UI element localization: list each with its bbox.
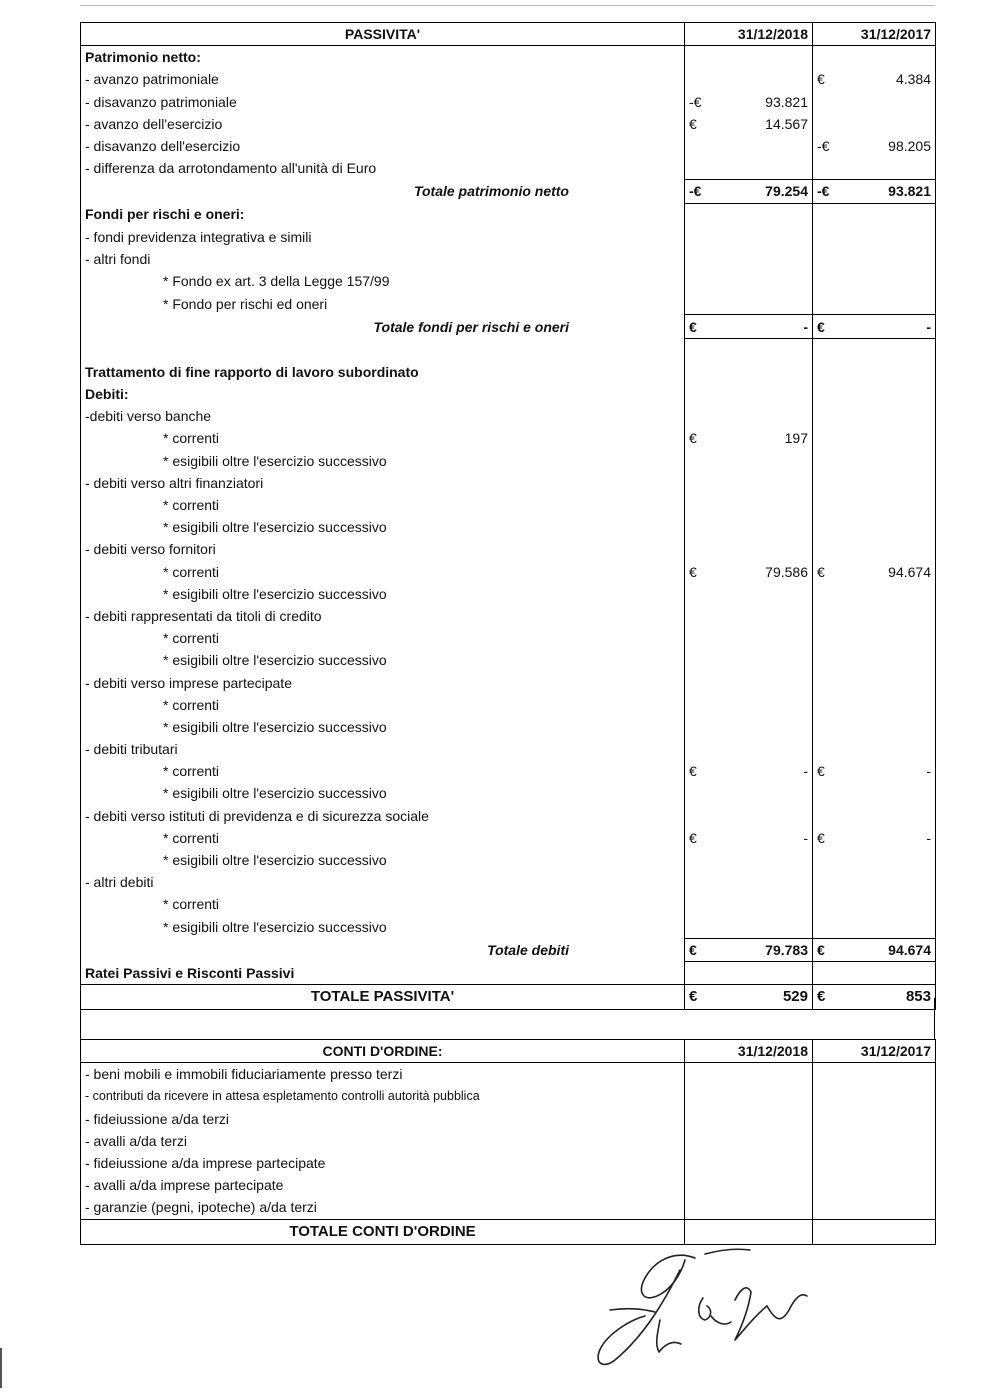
liability-row xyxy=(81,427,936,449)
row-label: - altri fondi xyxy=(81,248,685,270)
value-2017 xyxy=(813,1063,936,1086)
liability-row xyxy=(81,338,936,361)
row-label: * esigibili oltre l'esercizio successivo xyxy=(81,716,685,738)
liability-row xyxy=(81,494,936,516)
value-2018 xyxy=(685,649,813,671)
amount: 93.821 xyxy=(888,183,931,200)
currency-sign: € xyxy=(817,988,826,1006)
value-2017 xyxy=(813,494,936,516)
liability-row xyxy=(81,226,936,248)
value-2018 xyxy=(685,203,813,226)
currency-sign: € xyxy=(689,430,697,447)
value-2018 xyxy=(685,605,813,627)
row-label: - debiti verso imprese partecipate xyxy=(81,671,685,693)
amount: 93.821 xyxy=(765,93,808,110)
value-2018 xyxy=(685,671,813,693)
row-label: - avalli a/da terzi xyxy=(81,1130,685,1152)
row-label: * Fondo per rischi ed oneri xyxy=(81,292,685,315)
value-2017 xyxy=(813,961,936,984)
liability-row xyxy=(81,450,936,472)
value-2018 xyxy=(685,180,813,203)
currency-sign: € xyxy=(689,763,697,780)
value-2017 xyxy=(813,180,936,203)
value-2018 xyxy=(685,1130,813,1152)
row-label: TOTALE CONTI D'ORDINE xyxy=(81,1219,685,1244)
liability-row xyxy=(81,270,936,292)
value-2017 xyxy=(813,135,936,157)
row-label: - avanzo dell'esercizio xyxy=(81,113,685,135)
value-2017 xyxy=(813,760,936,782)
value-2017 xyxy=(813,538,936,560)
value-2017 xyxy=(813,627,936,649)
row-label: * esigibili oltre l'esercizio successivo xyxy=(81,649,685,671)
amount: - xyxy=(926,829,931,846)
row-label: - beni mobili e immobili fiduciariamente presso terzi xyxy=(81,1063,685,1086)
row-label: - debiti rappresentati da titoli di credito xyxy=(81,605,685,627)
value-2018 xyxy=(685,383,813,405)
row-label: * Fondo ex art. 3 della Legge 157/99 xyxy=(81,270,685,292)
row-label: - altri debiti xyxy=(81,871,685,893)
currency-sign: € xyxy=(689,941,697,958)
currency-sign: € xyxy=(817,318,825,335)
row-label: - avanzo patrimoniale xyxy=(81,68,685,90)
value-2018 xyxy=(685,849,813,871)
row-label: * correnti xyxy=(81,827,685,849)
row-label: Debiti: xyxy=(81,383,685,405)
value-2017 xyxy=(813,827,936,849)
amount: - xyxy=(803,318,808,335)
liability-row xyxy=(81,605,936,627)
value-2018 xyxy=(685,871,813,893)
liability-row xyxy=(81,361,936,383)
row-label: - fondi previdenza integrativa e simili xyxy=(81,226,685,248)
value-2018 xyxy=(685,135,813,157)
liability-row xyxy=(81,716,936,738)
liability-row xyxy=(81,113,936,135)
value-2018 xyxy=(685,516,813,538)
row-label: Trattamento di fine rapporto di lavoro subordinato xyxy=(81,361,685,383)
liability-row xyxy=(81,180,936,203)
value-2017 xyxy=(813,472,936,494)
liability-row xyxy=(81,135,936,157)
row-label: Patrimonio netto: xyxy=(81,46,685,69)
value-2017 xyxy=(813,1085,936,1107)
order-account-row xyxy=(81,1152,936,1174)
order-accounts-header-row xyxy=(81,1040,936,1063)
currency-sign: -€ xyxy=(817,138,830,155)
row-label: - differenza da arrotondamento all'unità di Euro xyxy=(81,157,685,180)
row-label: * correnti xyxy=(81,893,685,915)
liability-row xyxy=(81,938,936,961)
handwritten-signature xyxy=(585,1240,845,1370)
row-label: * correnti xyxy=(81,427,685,449)
value-2017 xyxy=(813,782,936,804)
value-2018 xyxy=(685,315,813,338)
order-accounts-col-2017: 31/12/2017 xyxy=(813,1040,936,1063)
value-2018 xyxy=(685,782,813,804)
order-account-row xyxy=(81,1174,936,1196)
value-2018 xyxy=(685,46,813,69)
value-2017 xyxy=(813,315,936,338)
row-label: - fideiussione a/da terzi xyxy=(81,1108,685,1130)
value-2017 xyxy=(813,203,936,226)
liability-row xyxy=(81,91,936,113)
order-accounts-body xyxy=(81,1040,936,1245)
value-2018 xyxy=(685,805,813,827)
value-2017 xyxy=(813,405,936,427)
order-accounts-table xyxy=(80,1039,936,1245)
liability-row xyxy=(81,561,936,583)
currency-sign: € xyxy=(689,829,697,846)
value-2017 xyxy=(813,849,936,871)
liability-row xyxy=(81,805,936,827)
value-2018 xyxy=(685,427,813,449)
value-2017 xyxy=(813,671,936,693)
row-label: * correnti xyxy=(81,694,685,716)
row-label: * correnti xyxy=(81,561,685,583)
value-2017 xyxy=(813,516,936,538)
value-2018 xyxy=(685,113,813,135)
liabilities-col-2017: 31/12/2017 xyxy=(813,23,936,46)
row-label: Ratei Passivi e Risconti Passivi xyxy=(81,961,685,984)
value-2017 xyxy=(813,561,936,583)
amount: - xyxy=(803,829,808,846)
value-2018 xyxy=(685,248,813,270)
currency-sign: € xyxy=(689,318,697,335)
value-2017 xyxy=(813,1108,936,1130)
row-label: - disavanzo patrimoniale xyxy=(81,91,685,113)
amount: - xyxy=(926,318,931,335)
value-2017 xyxy=(813,113,936,135)
row-label: - avalli a/da imprese partecipate xyxy=(81,1174,685,1196)
currency-sign: -€ xyxy=(689,93,702,110)
row-label: - contributi da ricevere in attesa espletamento controlli autorità pubblica xyxy=(81,1085,685,1107)
value-2018 xyxy=(685,450,813,472)
value-2018 xyxy=(685,68,813,90)
liability-row xyxy=(81,961,936,984)
value-2018 xyxy=(685,961,813,984)
row-label: TOTALE PASSIVITA' xyxy=(81,985,685,1010)
row-label: - debiti tributari xyxy=(81,738,685,760)
currency-sign: € xyxy=(817,71,825,88)
liability-row xyxy=(81,538,936,560)
value-2018 xyxy=(685,627,813,649)
liability-row xyxy=(81,738,936,760)
value-2017 xyxy=(813,248,936,270)
amount: 4.384 xyxy=(895,71,931,88)
liability-row xyxy=(81,472,936,494)
row-label xyxy=(81,338,685,361)
value-2017 xyxy=(813,46,936,69)
liability-row xyxy=(81,203,936,226)
value-2017 xyxy=(813,716,936,738)
value-2018 xyxy=(685,1108,813,1130)
value-2018 xyxy=(685,405,813,427)
value-2017 xyxy=(813,226,936,248)
currency-sign: € xyxy=(689,988,698,1006)
value-2018 xyxy=(685,893,813,915)
currency-sign: € xyxy=(817,763,825,780)
value-2017 xyxy=(813,1196,936,1219)
liability-row xyxy=(81,46,936,69)
value-2017 xyxy=(813,383,936,405)
scan-margin-mark xyxy=(0,1348,2,1388)
value-2018 xyxy=(685,538,813,560)
liabilities-header-row xyxy=(81,23,936,46)
liability-row xyxy=(81,248,936,270)
value-2018 xyxy=(685,827,813,849)
value-2017 xyxy=(813,91,936,113)
liability-row xyxy=(81,849,936,871)
value-2017 xyxy=(813,694,936,716)
value-2018 xyxy=(685,1063,813,1086)
value-2017 xyxy=(813,1174,936,1196)
amount: 79.586 xyxy=(765,563,808,580)
row-label: Totale fondi per rischi e oneri xyxy=(81,315,685,338)
value-2018 xyxy=(685,916,813,939)
row-label: * esigibili oltre l'esercizio successivo xyxy=(81,849,685,871)
value-2017 xyxy=(813,938,936,961)
row-label: - fideiussione a/da imprese partecipate xyxy=(81,1152,685,1174)
liability-row xyxy=(81,627,936,649)
value-2017 xyxy=(813,649,936,671)
currency-sign: -€ xyxy=(817,183,830,200)
row-label: - debiti verso altri finanziatori xyxy=(81,472,685,494)
value-2018 xyxy=(685,1174,813,1196)
value-2017 xyxy=(813,338,936,361)
order-account-row xyxy=(81,1063,936,1086)
value-2018 xyxy=(685,472,813,494)
scan-top-edge xyxy=(80,5,935,6)
value-2017 xyxy=(813,605,936,627)
value-2018 xyxy=(685,1152,813,1174)
value-2018 xyxy=(685,494,813,516)
value-2018 xyxy=(685,292,813,315)
amount: - xyxy=(803,763,808,780)
value-2017 xyxy=(813,871,936,893)
liability-row xyxy=(81,916,936,939)
value-2017 xyxy=(813,1130,936,1152)
value-2018 xyxy=(685,694,813,716)
liability-row xyxy=(81,157,936,180)
value-2018 xyxy=(685,938,813,961)
liability-row xyxy=(81,405,936,427)
value-2018 xyxy=(685,561,813,583)
liabilities-body xyxy=(81,23,936,1010)
currency-sign: € xyxy=(817,829,825,846)
order-account-row xyxy=(81,1085,936,1107)
order-accounts-title: CONTI D'ORDINE: xyxy=(81,1040,685,1063)
liability-row xyxy=(81,871,936,893)
row-label: Totale debiti xyxy=(81,938,685,961)
currency-sign: € xyxy=(689,563,697,580)
row-label: * esigibili oltre l'esercizio successivo xyxy=(81,782,685,804)
liabilities-table xyxy=(80,22,936,1010)
value-2017 xyxy=(813,916,936,939)
value-2018 xyxy=(685,91,813,113)
amount: - xyxy=(926,763,931,780)
liability-row xyxy=(81,383,936,405)
amount: 79.254 xyxy=(765,183,808,200)
value-2017 xyxy=(813,270,936,292)
liability-row xyxy=(81,827,936,849)
amount: 529 xyxy=(782,988,808,1006)
liability-row xyxy=(81,893,936,915)
value-2017 xyxy=(813,450,936,472)
value-2017 xyxy=(813,292,936,315)
currency-sign: € xyxy=(689,115,697,132)
liability-row xyxy=(81,649,936,671)
row-label: * correnti xyxy=(81,760,685,782)
value-2018 xyxy=(685,338,813,361)
row-label: Totale patrimonio netto xyxy=(81,180,685,203)
amount: 94.674 xyxy=(888,563,931,580)
value-2018 xyxy=(685,1196,813,1219)
value-2018 xyxy=(685,760,813,782)
value-2017 xyxy=(813,805,936,827)
liabilities-title: PASSIVITA' xyxy=(81,23,685,46)
order-account-row xyxy=(81,1196,936,1219)
row-label: * correnti xyxy=(81,494,685,516)
row-label: * correnti xyxy=(81,627,685,649)
amount: 197 xyxy=(784,430,808,447)
row-label: - debiti verso fornitori xyxy=(81,538,685,560)
row-label: Fondi per rischi e oneri: xyxy=(81,203,685,226)
value-2017 xyxy=(813,1152,936,1174)
liability-row xyxy=(81,68,936,90)
row-label: -debiti verso banche xyxy=(81,405,685,427)
value-2017 xyxy=(813,583,936,605)
currency-sign: € xyxy=(817,941,825,958)
order-account-row xyxy=(81,1108,936,1130)
liability-row xyxy=(81,516,936,538)
value-2017 xyxy=(813,893,936,915)
row-label: - debiti verso istituti di previdenza e di sicurezza sociale xyxy=(81,805,685,827)
row-label: - disavanzo dell'esercizio xyxy=(81,135,685,157)
value-2018 xyxy=(685,361,813,383)
value-2018 xyxy=(685,716,813,738)
order-accounts-col-2018: 31/12/2018 xyxy=(685,1040,813,1063)
row-label: * esigibili oltre l'esercizio successivo xyxy=(81,583,685,605)
row-label: * esigibili oltre l'esercizio successivo xyxy=(81,450,685,472)
liability-row xyxy=(81,583,936,605)
liability-row xyxy=(81,760,936,782)
liability-row xyxy=(81,292,936,315)
amount: 79.783 xyxy=(765,941,808,958)
value-2018 xyxy=(685,270,813,292)
value-2017 xyxy=(813,738,936,760)
amount: 853 xyxy=(905,988,931,1006)
row-label: * esigibili oltre l'esercizio successivo xyxy=(81,516,685,538)
value-2017 xyxy=(813,68,936,90)
amount: 98.205 xyxy=(888,138,931,155)
row-label: - garanzie (pegni, ipoteche) a/da terzi xyxy=(81,1196,685,1219)
liability-row xyxy=(81,694,936,716)
currency-sign: € xyxy=(817,563,825,580)
row-label: * esigibili oltre l'esercizio successivo xyxy=(81,916,685,939)
value-2018 xyxy=(685,157,813,180)
value-2018 xyxy=(685,226,813,248)
section-gap xyxy=(80,998,935,1039)
order-account-row xyxy=(81,1130,936,1152)
value-2017 xyxy=(813,361,936,383)
value-2018 xyxy=(685,583,813,605)
liability-row xyxy=(81,782,936,804)
value-2017 xyxy=(813,427,936,449)
amount: 94.674 xyxy=(888,941,931,958)
value-2017 xyxy=(813,157,936,180)
liabilities-col-2018: 31/12/2018 xyxy=(685,23,813,46)
amount: 14.567 xyxy=(765,115,808,132)
currency-sign: -€ xyxy=(689,183,702,200)
liability-row xyxy=(81,315,936,338)
value-2018 xyxy=(685,738,813,760)
liability-row xyxy=(81,671,936,693)
value-2018 xyxy=(685,1085,813,1107)
